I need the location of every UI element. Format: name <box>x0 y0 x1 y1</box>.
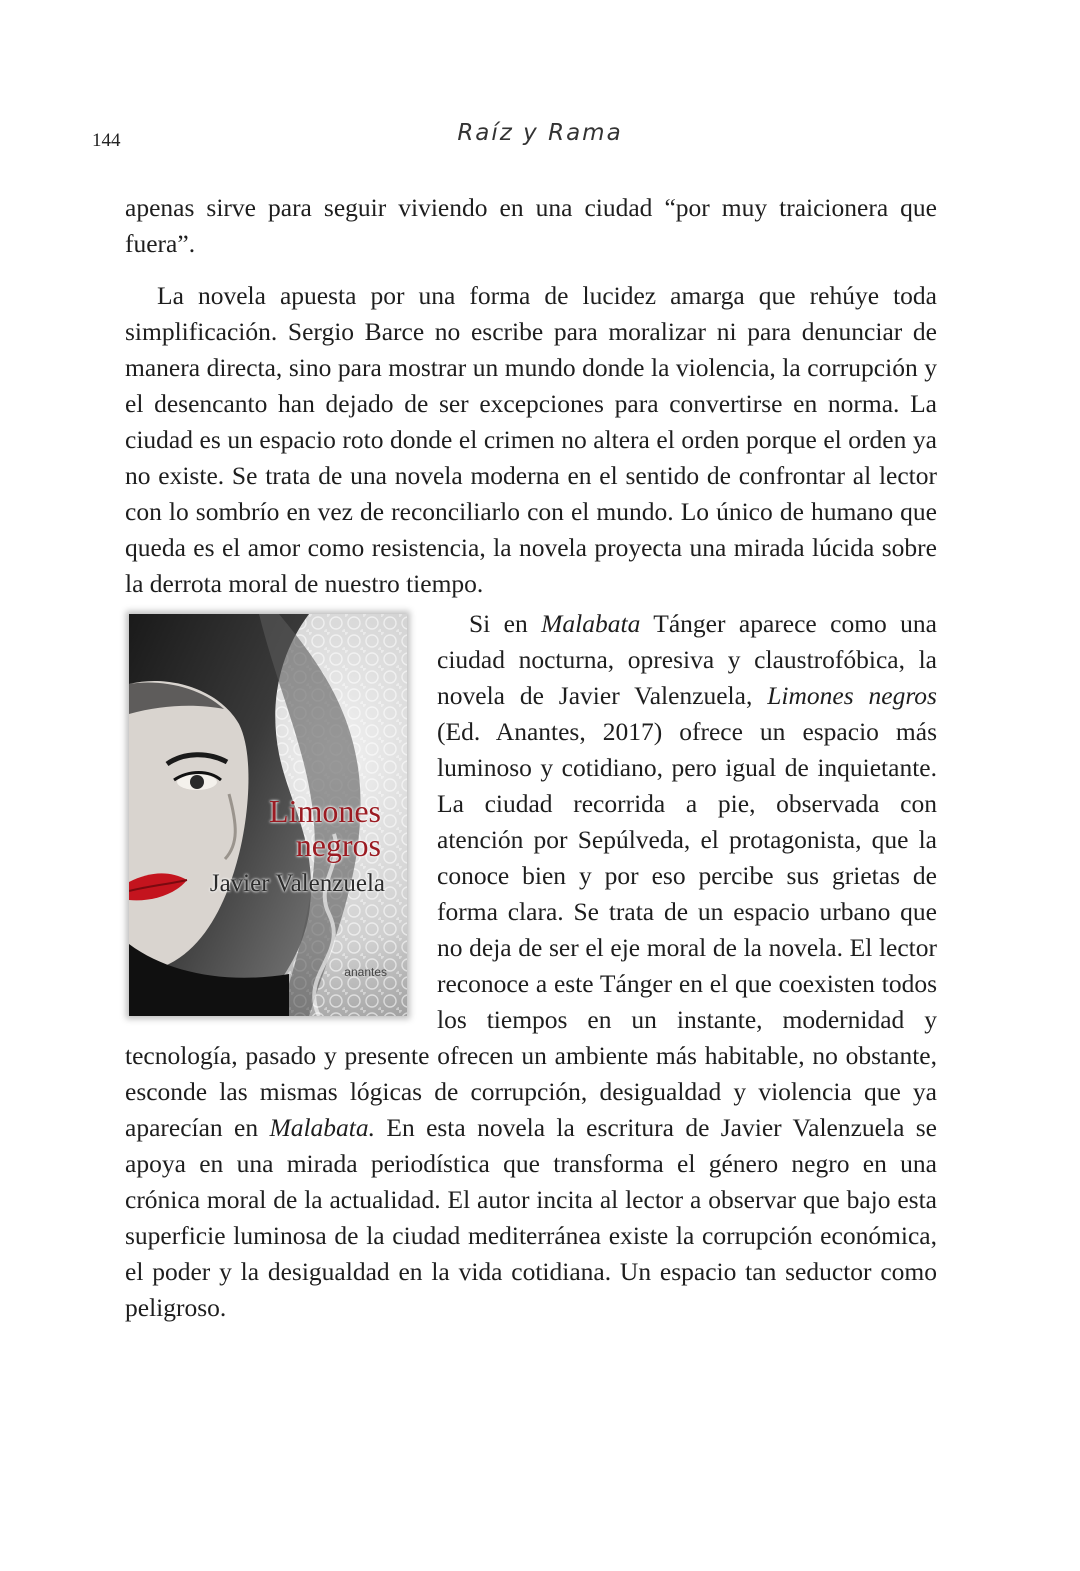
text-run: (Ed. Anantes, 2017) ofrece un espacio más luminoso y cotidiano, pero igual de inquietante. La ciudad recorrida a pie, observada con atención por Sepúlveda, el protagonista, que la conoce bien y por eso percibe sus grietas de forma clara. Se trata de un espacio urbano que no deja de ser el eje moral de la novela. El lector reconoce a este Tánger en el que coexisten todos los tiempos en un instante, modernidad y tecnología, pasado y presente ofrecen un ambiente más habitable, no obstante, esconde las mismas lógicas de corrupción, desigualdad y violencia que ya aparecían en <box>125 717 937 1142</box>
cover-author: Javier Valenzuela <box>209 870 385 897</box>
cover-publisher-logo: anantes <box>344 965 387 979</box>
text-run: Si en <box>469 609 542 638</box>
running-head <box>0 120 1080 160</box>
text-run: En esta novela la escritura de Javier Valenzuela se apoya en una mirada periodística que transforma el género negro en una crónica moral de la actualidad. El autor incita al lector a observar que bajo esta superficie luminosa de la ciudad mediterránea existe la corrupción económica, el poder y la desigualdad en la vida cotidiana. Un espacio tan seductor como peligroso. <box>125 1113 937 1322</box>
cover-title-line: Limones <box>269 793 381 829</box>
book-title-italic: Malabata. <box>269 1113 376 1142</box>
book-title-italic: Malabata <box>541 609 641 638</box>
book-cover-image <box>129 614 407 1016</box>
cover-title-line: negros <box>295 827 381 863</box>
cover-title <box>269 794 381 862</box>
article-body <box>125 190 937 1326</box>
page-number: 144 <box>92 130 121 151</box>
book-title-italic: Limones negros <box>767 681 937 710</box>
paragraph: apenas sirve para seguir viviendo en una ciudad “por muy traicionera que fuera”. <box>125 193 937 258</box>
text-run: Tánger aparece como una ciudad nocturna, opresiva y claustrofóbica, la novela de Javier Valenzuela, <box>437 609 937 710</box>
paragraph: La novela apuesta por una forma de lucidez amarga que rehúye toda simplificación. Sergio Barce no escribe para moralizar ni para denunciar de manera directa, sino para mostrar un mundo donde la violencia, la corrupción y el desencanto han dejado de ser excepciones para convertirse en norma. La ciudad es un espacio roto donde el crimen no altera el orden porque el orden ya no existe. Se trata de una novela moderna en el sentido de confrontar al lector con lo sombrío en vez de reconciliarlo con el mundo. Lo único de humano que queda es el amor como resistencia, la novela proyecta una mirada lúcida sobre la derrota moral de nuestro tiempo. <box>125 281 937 598</box>
journal-title: Raíz y Rama <box>457 120 623 146</box>
